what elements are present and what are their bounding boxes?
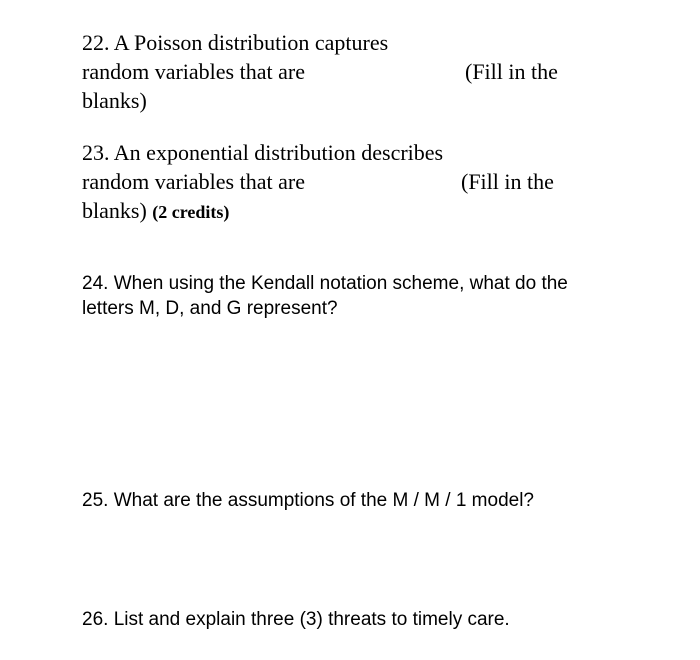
q26-line1: 26. List and explain three (3) threats to timely care.	[82, 609, 510, 630]
q23-credits: (2 credits)	[152, 202, 230, 222]
q24-line2: letters M, D, and G represent?	[82, 298, 338, 319]
q22-line2: random variables that are	[82, 59, 305, 84]
q23-line1: 23. An exponential distribution describes	[82, 140, 444, 165]
q22-line1: 22. A Poisson distribution captures	[82, 30, 389, 55]
q23-line2: random variables that are	[82, 169, 305, 194]
q23-blanks-text: blanks)	[82, 198, 147, 223]
q23-fill-note: (Fill in the	[461, 169, 554, 194]
q24-line1: 24. When using the Kendall notation scheme, what do the	[82, 273, 568, 294]
q22-line3: blanks)	[82, 88, 147, 113]
q22-fill-note: (Fill in the	[465, 59, 558, 84]
q23-line3	[82, 198, 229, 224]
q25-line1: 25. What are the assumptions of the M / M / 1 model?	[82, 490, 534, 511]
